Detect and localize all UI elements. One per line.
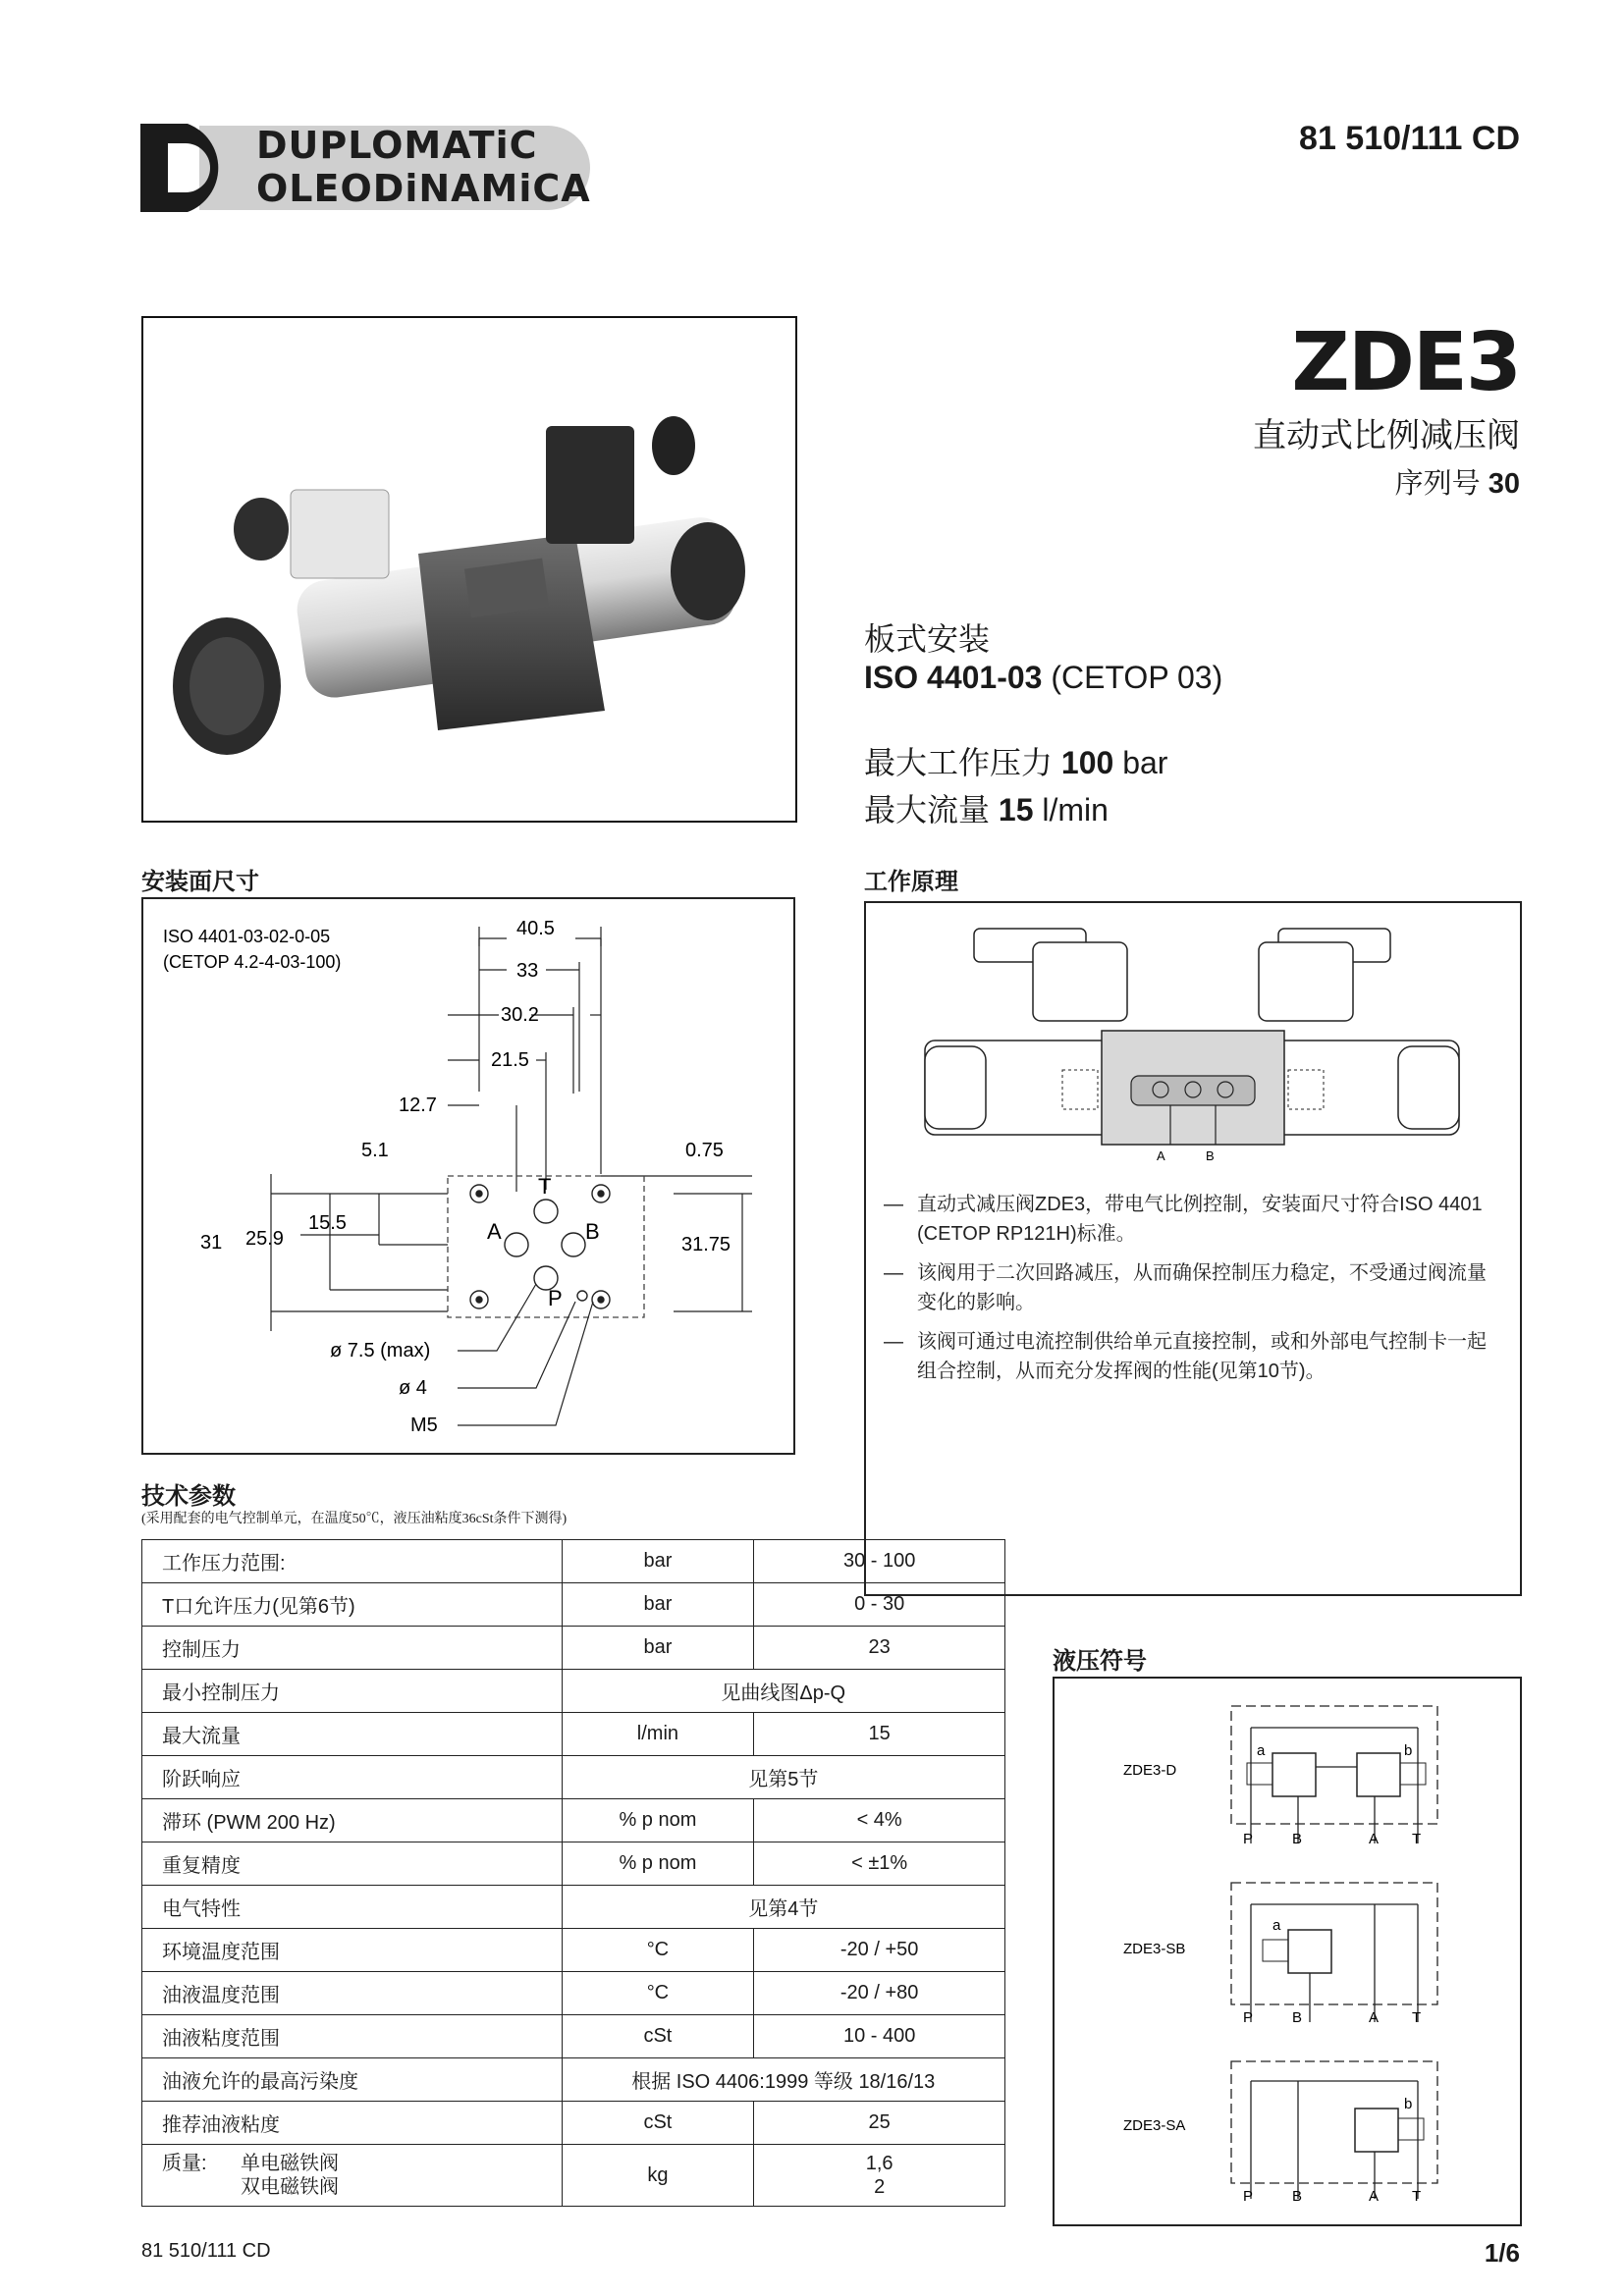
mass-value-single: 1,6 — [865, 2153, 893, 2174]
dim-5: 5.1 — [361, 1140, 389, 1161]
param-cell: 滞环 (PWM 200 Hz) — [142, 1799, 563, 1842]
port-p: P — [548, 1286, 563, 1310]
section-port-a: A — [1157, 1148, 1165, 1163]
table-row — [142, 1713, 1005, 1756]
bullet-2-text: 该阀用于二次回路减压，从而确保控制压力稳定，不受通过阀流量变化的影响。 — [917, 1262, 1487, 1313]
dim-4: 12.7 — [399, 1095, 437, 1116]
table-row — [142, 2015, 1005, 2058]
param-cell: T口允许压力(见第6节) — [142, 1583, 563, 1627]
pressure-value: 100 — [1060, 745, 1114, 780]
iso-standard — [864, 660, 1222, 696]
hydraulic-title: 液压符号 — [1053, 1648, 1147, 1675]
value-cell: -20 / +50 — [754, 1929, 1005, 1972]
tech-table — [141, 1539, 1005, 2207]
merged-cell: 见第5节 — [562, 1756, 1004, 1799]
value-cell: 23 — [754, 1627, 1005, 1670]
dim-2: 30.2 — [501, 1004, 539, 1026]
dim-0: 40.5 — [516, 918, 555, 939]
symbol-1-a: a — [1257, 1742, 1266, 1759]
table-row — [142, 2102, 1005, 2145]
dim-6: 0.75 — [685, 1140, 724, 1161]
table-row — [142, 1540, 1005, 1583]
flow-unit: l/min — [1042, 792, 1109, 828]
symbol-3-port-t: T — [1412, 2188, 1422, 2205]
dim-7: 31 — [200, 1232, 223, 1254]
bullet-3-text: 该阀可通过电流控制供给单元直接控制，或和外部电气控制卡一起组合控制，从而充分发挥阀的性能(见第10节)。 — [917, 1331, 1487, 1382]
tech-note: (采用配套的电气控制单元，在温度50℃，液压油粘度36cSt条件下测得) — [141, 1512, 568, 1526]
merged-cell: 见第4节 — [562, 1886, 1004, 1929]
param-cell: 电气特性 — [142, 1886, 563, 1929]
param-cell: 油液允许的最高污染度 — [142, 2058, 563, 2102]
company-logo — [140, 118, 592, 216]
value-cell: 25 — [754, 2102, 1005, 2145]
table-row — [142, 1756, 1005, 1799]
port-b: B — [585, 1219, 600, 1244]
callout-0: ø 7.5 (max) — [330, 1340, 431, 1362]
value-cell: < ±1% — [754, 1842, 1005, 1886]
mass-label: 质量: — [162, 2153, 207, 2174]
mount-type: 板式安装 — [864, 621, 991, 657]
port-a: A — [487, 1219, 502, 1244]
dim-9: 15.5 — [308, 1212, 347, 1234]
symbol-2-name: ZDE3-SB — [1123, 1941, 1186, 1957]
valve-section-drawing — [866, 903, 1520, 1168]
max-flow — [864, 785, 1109, 830]
symbol-3-port-p: P — [1243, 2188, 1254, 2205]
symbol-zde3-sb — [1123, 1883, 1437, 2026]
table-row — [142, 1799, 1005, 1842]
param-cell: 油液温度范围 — [142, 1972, 563, 2015]
symbol-1-b: b — [1404, 1742, 1413, 1759]
table-row — [142, 1929, 1005, 1972]
param-cell: 环境温度范围 — [142, 1929, 563, 1972]
series-value: 30 — [1488, 468, 1520, 500]
symbol-2-port-b: B — [1292, 2009, 1303, 2026]
std-line-2: (CETOP 4.2-4-03-100) — [163, 952, 342, 972]
principle-title: 工作原理 — [864, 869, 958, 895]
value-cell: 10 - 400 — [754, 2015, 1005, 2058]
principle-bullets — [884, 1190, 1502, 1396]
brand-line-2: OLEODiNAMiCA — [256, 167, 591, 210]
document-code: 81 510/111 CD — [1299, 120, 1520, 157]
symbol-zde3-sa — [1123, 2061, 1437, 2205]
value-cell: 0 - 30 — [754, 1583, 1005, 1627]
mass-value-cell — [754, 2145, 1005, 2207]
callout-2: M5 — [410, 1415, 438, 1436]
param-cell: 阶跃响应 — [142, 1756, 563, 1799]
mass-unit-cell: kg — [562, 2145, 754, 2207]
dim-10: 31.75 — [681, 1234, 731, 1255]
unit-cell: bar — [562, 1540, 754, 1583]
pressure-unit: bar — [1122, 745, 1168, 780]
hydraulic-symbols — [1055, 1679, 1520, 2224]
unit-cell: bar — [562, 1627, 754, 1670]
unit-cell: % p nom — [562, 1842, 754, 1886]
value-cell: -20 / +80 — [754, 1972, 1005, 2015]
unit-cell: bar — [562, 1583, 754, 1627]
mass-double-label: 双电磁铁阀 — [241, 2176, 339, 2198]
symbol-2-port-p: P — [1243, 2009, 1254, 2026]
product-subtitle: 直动式比例减压阀 — [1253, 417, 1520, 454]
iso-rest: (CETOP 03) — [1042, 660, 1223, 695]
merged-cell: 见曲线图Δp-Q — [562, 1670, 1004, 1713]
unit-cell: % p nom — [562, 1799, 754, 1842]
symbol-1-port-b: B — [1292, 1831, 1303, 1847]
symbol-1-port-p: P — [1243, 1831, 1254, 1847]
flow-label: 最大流量 — [864, 792, 991, 828]
table-row — [142, 1886, 1005, 1929]
table-row — [142, 1583, 1005, 1627]
param-cell: 油液粘度范围 — [142, 2015, 563, 2058]
max-pressure — [864, 738, 1167, 783]
param-cell: 控制压力 — [142, 1627, 563, 1670]
valve-photo-illustration — [143, 318, 795, 821]
mounting-drawing — [143, 899, 793, 1453]
param-cell: 推荐油液粘度 — [142, 2102, 563, 2145]
product-photo — [141, 316, 797, 823]
unit-cell: l/min — [562, 1713, 754, 1756]
page-number: 1/6 — [1484, 2238, 1520, 2268]
symbol-2-a: a — [1272, 1917, 1281, 1934]
section-port-b: B — [1206, 1148, 1215, 1163]
tech-title: 技术参数 — [141, 1483, 236, 1510]
series-label: 序列号 — [1394, 468, 1481, 500]
param-cell: 最大流量 — [142, 1713, 563, 1756]
dim-1: 33 — [516, 960, 539, 982]
bullet-2: — 该阀用于二次回路减压，从而确保控制压力稳定，不受通过阀流量变化的影响。 — [884, 1258, 1502, 1317]
param-cell: 最小控制压力 — [142, 1670, 563, 1713]
symbol-2-port-a: A — [1369, 2009, 1380, 2026]
mass-value-double: 2 — [874, 2176, 886, 2198]
value-cell: 15 — [754, 1713, 1005, 1756]
symbol-1-name: ZDE3-D — [1123, 1762, 1177, 1779]
mounting-diagram — [141, 897, 795, 1455]
table-row — [142, 1627, 1005, 1670]
bullet-3: — 该阀可通过电流控制供给单元直接控制，或和外部电气控制卡一起组合控制，从而充分发挥阀的性能(见第10节)。 — [884, 1327, 1502, 1386]
bullet-1: — 直动式减压阀ZDE3，带电气比例控制，安装面尺寸符合ISO 4401 (CETOP RP121H)标准。 — [884, 1190, 1502, 1249]
symbol-3-port-a: A — [1369, 2188, 1380, 2205]
footer-code: 81 510/111 CD — [141, 2240, 271, 2262]
merged-cell: 根据 ISO 4406:1999 等级 18/16/13 — [562, 2058, 1004, 2102]
table-row — [142, 1972, 1005, 2015]
bullet-1-text: 直动式减压阀ZDE3，带电气比例控制，安装面尺寸符合ISO 4401 (CETOP RP121H)标准。 — [917, 1194, 1483, 1245]
mounting-title: 安装面尺寸 — [141, 869, 259, 895]
port-t: T — [538, 1174, 552, 1199]
pressure-label: 最大工作压力 — [864, 745, 1054, 780]
value-cell: 30 - 100 — [754, 1540, 1005, 1583]
unit-cell: °C — [562, 1972, 754, 2015]
flow-value: 15 — [998, 792, 1034, 828]
logo-d-icon — [140, 118, 248, 216]
param-cell: 重复精度 — [142, 1842, 563, 1886]
value-cell: < 4% — [754, 1799, 1005, 1842]
table-row — [142, 1670, 1005, 1713]
product-model: ZDE3 — [1291, 316, 1520, 409]
dim-3: 21.5 — [491, 1049, 529, 1071]
dim-8: 25.9 — [245, 1228, 284, 1250]
symbol-3-name: ZDE3-SA — [1123, 2117, 1186, 2134]
unit-cell: °C — [562, 1929, 754, 1972]
symbol-1-port-t: T — [1412, 1831, 1422, 1847]
unit-cell: cSt — [562, 2015, 754, 2058]
callout-1: ø 4 — [399, 1377, 427, 1399]
mass-single-label: 单电磁铁阀 — [241, 2153, 339, 2174]
table-row-mass — [142, 2145, 1005, 2207]
param-cell: 工作压力范围: — [142, 1540, 563, 1583]
symbol-2-port-t: T — [1412, 2009, 1422, 2026]
brand-line-1: DUPLOMATiC — [256, 124, 538, 167]
symbol-zde3-d — [1123, 1706, 1437, 1847]
hydraulic-panel — [1053, 1677, 1522, 2226]
std-line-1: ISO 4401-03-02-0-05 — [163, 927, 331, 946]
symbol-1-port-a: A — [1369, 1831, 1380, 1847]
unit-cell: cSt — [562, 2102, 754, 2145]
symbol-3-b: b — [1404, 2096, 1413, 2112]
table-row — [142, 1842, 1005, 1886]
table-row — [142, 2058, 1005, 2102]
iso-bold: ISO 4401-03 — [864, 660, 1043, 695]
series-number — [1395, 461, 1520, 502]
mass-param-cell — [142, 2145, 563, 2207]
symbol-3-port-b: B — [1292, 2188, 1303, 2205]
